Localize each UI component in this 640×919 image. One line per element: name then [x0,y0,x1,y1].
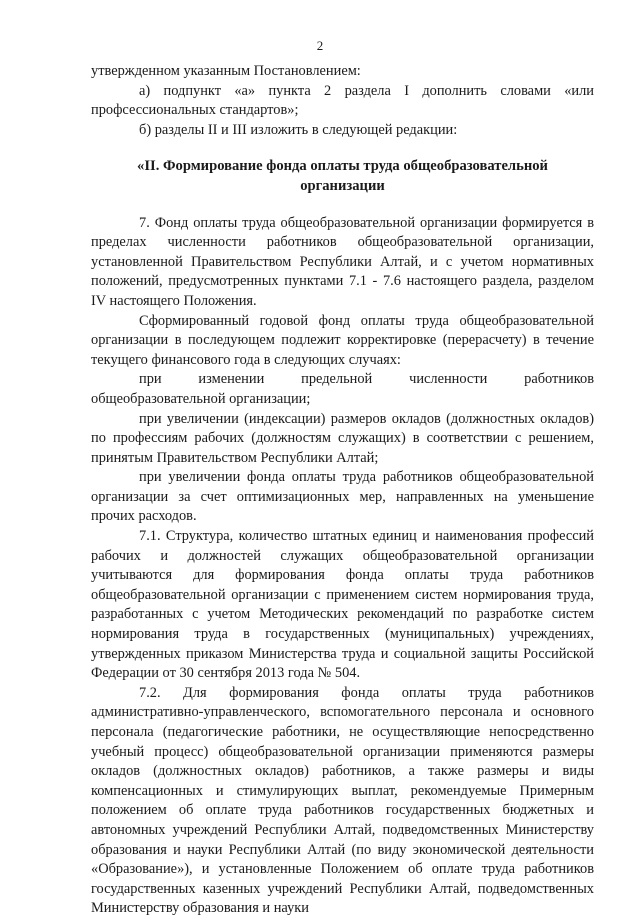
paragraph: Сформированный годовой фонд оплаты труда общеобразовательной организации в последующем подлежит корректировке (перерасчету) в течение текущего финансового года в следующих случаях: [91,312,594,368]
page-number: 2 [316,38,324,53]
section-paragraphs [91,214,594,919]
section-heading-line: «II. Формирование фонда оплаты труда общеобразовательной [137,158,548,175]
paragraph: 7. Фонд оплаты труда общеобразовательной организации формируется в пределах численности работников общеобразовательной организации, установленной Правительством Республики Алтай, и с учетом нормативных положений, предусмотренных пунктами 7.1 - 7.6 настоящего раздела, разделом IV настоящего Положения. [91,214,594,309]
paragraph: а) подпункт «а» пункта 2 раздела I дополнить словами «или профсессиональных стандартов»; [91,82,594,119]
paragraph: при изменении предельной численности работников общеобразовательной организации; [91,371,594,407]
paragraph: при увеличении (индексации) размеров окладов (должностных окладов) по профессиям рабочих (должностям служащих) в соответствии с решением, принятым Правительством Республики Алтай; [91,410,594,466]
paragraph: б) разделы II и III изложить в следующей редакции: [139,121,458,138]
paragraph: при увеличении фонда оплаты труда работников общеобразовательной организации за счет оптимизационных мер, направленных на уменьшение прочих расходов. [91,469,594,525]
paragraph: 7.1. Структура, количество штатных единиц и наименования профессий рабочих и должностей служащих общеобразовательной организации учитываются для формирования фонда оплаты труда работников общеобразовательной организации с применением систем нормирования труда, разработанных с учетом Методических рекомендаций по разработке систем нормирования труда в государственных (муниципальных) учреждениях, утвержденных приказом Министерства труда и социальной защиты Российской Федерации от 30 сентября 2013 года № 504. [91,528,594,682]
paragraph: 7.2. Для формирования фонда оплаты труда работников административно-управленческого, вспомогательного персонала и основного персонала (педагогические работники, не осуществляющие непосредственно учебный процесс) общеобразовательной организации применяются размеры окладов (должностных окладов) работников, а также размеры и виды компенсационных и стимулирующих выплат, рекомендуемые Примерным положением об оплате труда работников государственных бюджетных и автономных учреждений Республики Алтай, подведомственных Министерству образования и науки Республики Алтай (по виду экономической деятельности «Образование»), и установленные Положением об оплате труда работников государственных казенных учреждений Республики Алтай, подведомственных Министерству образования и науки [91,684,594,917]
section-heading [91,157,594,196]
paragraph: утвержденном указанным Постановлением: [91,63,361,79]
intro-paragraphs [91,62,594,140]
document-body [91,62,594,919]
section-heading-line: организации [300,177,385,194]
